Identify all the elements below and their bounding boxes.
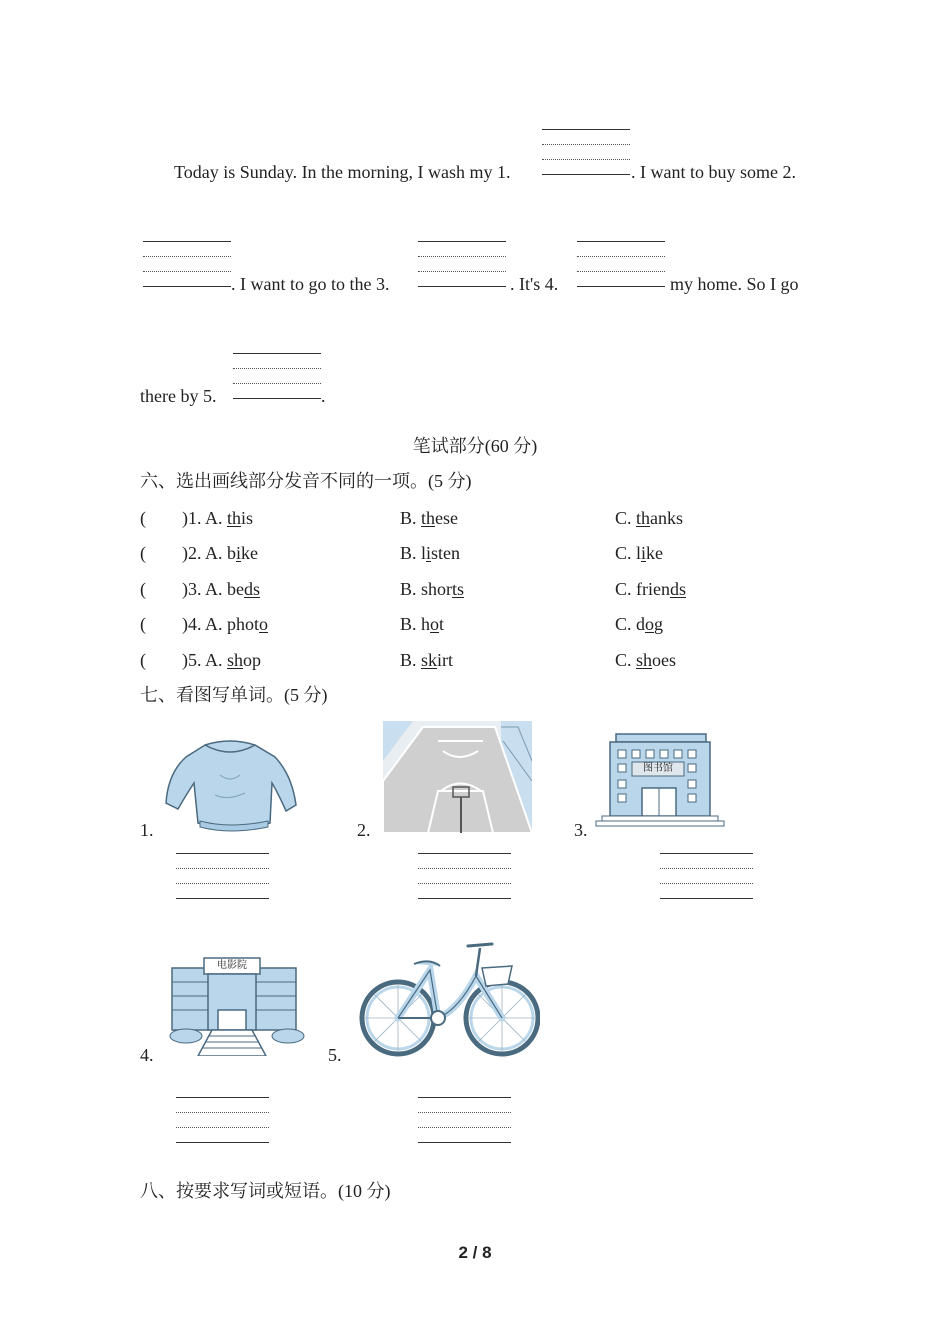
answer-grid-5[interactable] — [418, 1097, 511, 1143]
question-row-4: ( )4. A. photo — [140, 614, 269, 634]
sweater-picture — [160, 735, 300, 835]
question-row-2: ( )2. A. bike — [140, 543, 259, 563]
cinema-picture — [166, 956, 306, 1056]
question-row-5: ( )5. A. shop — [140, 650, 262, 670]
option-c-5: C. shoes — [615, 650, 677, 670]
blank-3[interactable] — [418, 241, 506, 287]
library-picture — [592, 732, 728, 830]
blank-5[interactable] — [233, 353, 321, 399]
picture-label-3: 3. — [574, 820, 588, 840]
option-c-4: C. dog — [615, 614, 664, 634]
passage-line2-mid: . It's 4. — [510, 274, 559, 294]
page-number: 2 / 8 — [458, 1243, 492, 1262]
section6-title: 六、选出画线部分发音不同的一项。(5 分) — [140, 471, 472, 491]
blank-2[interactable] — [143, 241, 231, 287]
answer-grid-4[interactable] — [176, 1097, 269, 1143]
answer-paren[interactable]: ( — [140, 650, 146, 670]
passage-line3-end: . — [321, 386, 326, 406]
picture-label-1: 1. — [140, 820, 154, 840]
answer-grid-3[interactable] — [660, 853, 753, 899]
picture-label-2: 2. — [357, 820, 371, 840]
library-sign: 图书馆 — [643, 763, 673, 774]
blank-4[interactable] — [577, 241, 665, 287]
answer-paren[interactable]: ( — [140, 579, 146, 599]
question-row-1: ( )1. A. this — [140, 508, 254, 528]
picture-label-4: 4. — [140, 1045, 154, 1065]
question-row-3: ( )3. A. beds — [140, 579, 261, 599]
answer-paren[interactable]: ( — [140, 543, 146, 563]
passage-line3-start: there by 5. — [140, 386, 217, 406]
cinema-sign: 电影院 — [217, 960, 247, 971]
section8-title: 八、按要求写词或短语。(10 分) — [140, 1181, 391, 1201]
section7-title: 七、看图写单词。(5 分) — [140, 685, 328, 705]
option-b-4: B. hot — [400, 614, 445, 634]
option-c-3: C. friends — [615, 579, 686, 599]
answer-paren[interactable]: ( — [140, 614, 146, 634]
option-b-1: B. these — [400, 508, 459, 528]
answer-grid-1[interactable] — [176, 853, 269, 899]
answer-grid-2[interactable] — [418, 853, 511, 899]
passage-line2-start: . I want to go to the 3. — [231, 274, 390, 294]
written-part-title: 笔试部分(60 分) — [412, 436, 538, 456]
bike-picture — [358, 940, 540, 1060]
option-b-5: B. skirt — [400, 650, 454, 670]
option-b-2: B. listen — [400, 543, 461, 563]
answer-paren[interactable]: ( — [140, 508, 146, 528]
basketball-court-picture — [383, 721, 532, 833]
option-c-2: C. like — [615, 543, 664, 563]
passage-line1-end: . I want to buy some 2. — [631, 162, 796, 182]
picture-label-5: 5. — [328, 1045, 342, 1065]
option-c-1: C. thanks — [615, 508, 684, 528]
passage-line1-start: Today is Sunday. In the morning, I wash my 1. — [174, 162, 511, 182]
blank-1[interactable] — [542, 129, 630, 175]
passage-line2-end: my home. So I go — [670, 274, 799, 294]
option-b-3: B. shorts — [400, 579, 465, 599]
